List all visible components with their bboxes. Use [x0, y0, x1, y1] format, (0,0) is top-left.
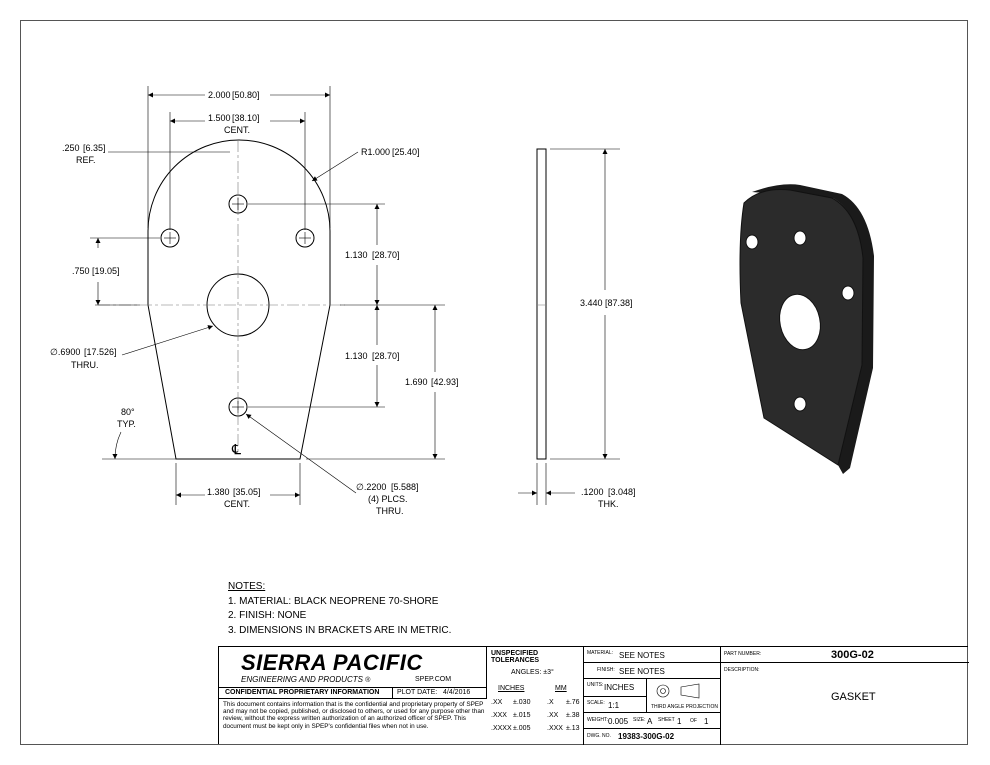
svg-text:[38.10]: [38.10] — [232, 113, 260, 123]
front-dim-labels — [50, 90, 459, 516]
weight-value: 0.005 — [608, 717, 629, 726]
front-view — [98, 140, 345, 459]
side-view — [537, 149, 546, 459]
material-block: MATERIAL: SEE NOTES FINISH: SEE NOTES UNITS: INCHES SCALE: 1:1 THIRD ANGLE PROJECTION WEIGHT: 0.005 SIZE: A SHEET 1 OF 1 DWG. NO. 19383-300G-02 — [584, 647, 721, 745]
svg-text:REF.: REF. — [76, 155, 96, 165]
drawing-number: 19383-300G-02 — [618, 732, 675, 741]
svg-text:[87.38]: [87.38] — [605, 298, 633, 308]
svg-text:3.440: 3.440 — [580, 298, 603, 308]
svg-text:1.380: 1.380 — [207, 487, 230, 497]
svg-text:[5.588]: [5.588] — [391, 482, 419, 492]
svg-text:1.690: 1.690 — [405, 377, 428, 387]
gasket-outline — [148, 140, 330, 459]
plot-date: 4/4/2016 — [443, 689, 471, 696]
title-block — [218, 646, 968, 744]
tolerances: UNSPECIFIED TOLERANCES ANGLES: ±3° INCHES MM .XX ±.030 .X ±.76 .XXX ±.015 .XX ±.38 .XXXX ±.005 .XXX ±.13 — [487, 647, 584, 745]
svg-text:[17.526]: [17.526] — [84, 347, 117, 357]
svg-text:[3.048]: [3.048] — [608, 487, 636, 497]
plot-date-label: PLOT DATE: — [397, 689, 438, 696]
svg-text:[50.80]: [50.80] — [232, 90, 260, 100]
svg-text:[42.93]: [42.93] — [431, 377, 459, 387]
svg-text:[28.70]: [28.70] — [372, 250, 400, 260]
svg-text:.750: .750 — [72, 266, 90, 276]
company-subtitle: ENGINEERING AND PRODUCTS — [241, 675, 363, 684]
material-value: SEE NOTES — [619, 651, 665, 660]
confidential-text: This document contains information that is the confidential and proprietary property of SPEP and may not be copied, published, or disclosed to others, or used for any purpose other than review, without the express written authorization of an authorized officer of SPEP. This document must be kept only in SPEP's confidential files when not in use. — [223, 701, 485, 730]
svg-text:[25.40]: [25.40] — [392, 147, 420, 157]
svg-text:1.130: 1.130 — [345, 351, 368, 361]
finish-value: SEE NOTES — [619, 667, 665, 676]
svg-text:TYP.: TYP. — [117, 419, 136, 429]
svg-text:THRU.: THRU. — [71, 360, 99, 370]
svg-text:[19.05]: [19.05] — [92, 266, 120, 276]
svg-text:THK.: THK. — [598, 499, 619, 509]
svg-text:R1.000: R1.000 — [361, 147, 391, 157]
svg-text:CENT.: CENT. — [224, 125, 251, 135]
company-name: SIERRA PACIFIC — [241, 650, 423, 675]
svg-text:[6.35]: [6.35] — [83, 143, 106, 153]
svg-text:1.130: 1.130 — [345, 250, 368, 260]
side-dim-labels — [580, 298, 636, 509]
svg-text:∅.2200: ∅.2200 — [356, 482, 387, 492]
svg-text:80°: 80° — [121, 407, 135, 417]
svg-text:℄: ℄ — [232, 441, 241, 457]
svg-text:[35.05]: [35.05] — [233, 487, 261, 497]
side-dimensions — [518, 149, 620, 505]
svg-text:[28.70]: [28.70] — [372, 351, 400, 361]
company-logo: SIERRA PACIFIC ENGINEERING AND PRODUCTS ® SPEP.COM — [219, 647, 487, 687]
svg-text:CENT.: CENT. — [224, 499, 251, 509]
notes — [228, 580, 451, 638]
website: SPEP.COM — [415, 676, 452, 683]
third-angle-projection-icon — [649, 681, 719, 703]
svg-text:(4) PLCS.: (4) PLCS. — [368, 494, 408, 504]
svg-text:THRU.: THRU. — [376, 506, 404, 516]
note-item: 2. FINISH: NONE — [228, 610, 307, 621]
svg-text:2.000: 2.000 — [208, 90, 231, 100]
confidential-header: CONFIDENTIAL PROPRIETARY INFORMATION — [225, 689, 380, 696]
note-item: 3. DIMENSIONS IN BRACKETS ARE IN METRIC. — [228, 624, 452, 636]
isometric-view — [740, 184, 874, 474]
part-number: 300G-02 — [831, 649, 874, 661]
svg-text:.1200: .1200 — [581, 487, 604, 497]
size-value: A — [647, 717, 653, 726]
units-value: INCHES — [604, 683, 635, 692]
scale-value: 1:1 — [608, 701, 620, 710]
part-block: PART NUMBER: 300G-02 DESCRIPTION: GASKET — [721, 647, 969, 745]
description: GASKET — [831, 691, 876, 703]
notes-header: NOTES: — [228, 581, 266, 592]
svg-text:∅.6900: ∅.6900 — [50, 347, 81, 357]
svg-text:.250: .250 — [62, 143, 80, 153]
svg-text:1.500: 1.500 — [208, 113, 231, 123]
note-item: 1. MATERIAL: BLACK NEOPRENE 70-SHORE — [228, 595, 439, 607]
